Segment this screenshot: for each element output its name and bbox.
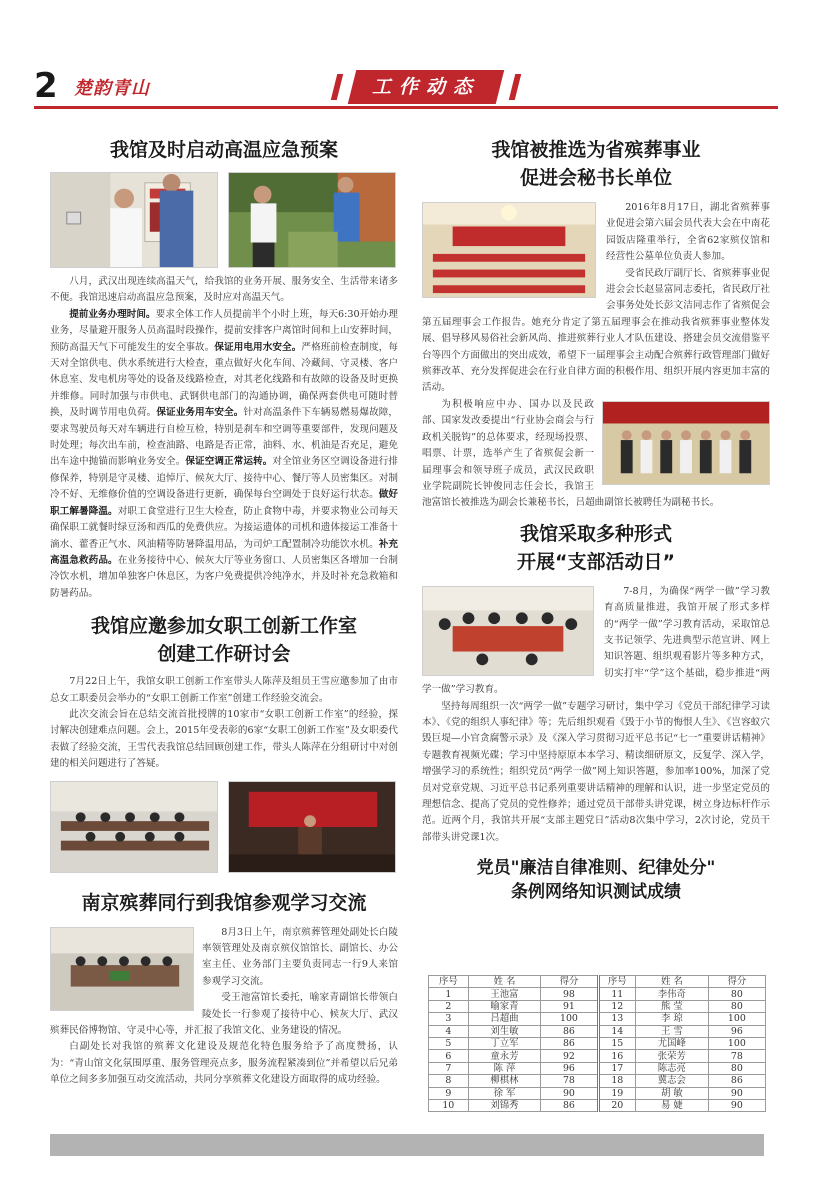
section-tag-stripe (331, 74, 343, 100)
table-cell: 陈 萍 (468, 1062, 541, 1074)
scores-title: 党员"廉洁自律准则、纪律处分" 条例网络知识测试成绩 (476, 858, 716, 903)
masthead (34, 62, 778, 112)
table-cell: 熊 莹 (636, 1000, 709, 1012)
scores-body (429, 988, 766, 1112)
table-cell: 90 (708, 1099, 765, 1111)
scores-header-row (429, 976, 766, 988)
table-cell: 吕超曲 (468, 1013, 541, 1025)
table-cell: 2 (429, 1000, 469, 1012)
table-cell: 86 (541, 1025, 598, 1037)
section-tag (348, 70, 504, 104)
article2-photos (50, 781, 398, 873)
article3-paragraph: 8月3日上午，南京殡葬管理处副处长白陵率领管理处及南京殡仪馆馆长、副馆长、办公室主任、业务部门主要负责同志一行9人来馆参观学习交流。 (202, 926, 398, 987)
table-cell: 86 (708, 1075, 765, 1087)
table-cell: 90 (541, 1087, 598, 1099)
table-cell: 张荣芳 (636, 1050, 709, 1062)
article1-paragraph: 八月，武汉出现连续高温天气，给我馆的业务开展、服务安全、生活带来诸多不便。我馆迅速启动高温应急预案，及时应对高温天气。 (50, 276, 398, 304)
table-cell: 丁立军 (468, 1037, 541, 1049)
table-cell: 90 (708, 1087, 765, 1099)
article1-photos (50, 172, 398, 268)
article4-paragraph: 2016年8月17日，湖北省殡葬事业促进会第六届会员代表大会在中南花园饭店隆重举行，全省62家殡仪馆和经营性公墓单位负责人参加。 (606, 202, 770, 263)
photo-electrical-inspection (50, 172, 218, 268)
table-cell: 冀志会 (636, 1075, 709, 1087)
article1-title: 我馆及时启动高温应急预案 (109, 139, 338, 161)
article2-title: 我馆应邀参加女职工创新工作室 创建工作研讨会 (90, 615, 357, 666)
table-cell: 15 (598, 1037, 635, 1049)
section-label: 工作动态 (371, 76, 480, 98)
table-row (429, 1013, 766, 1025)
table-cell: 91 (541, 1000, 598, 1012)
table-cell: 20 (598, 1099, 635, 1111)
photo-outdoor-inspection (228, 172, 396, 268)
table-cell: 9 (429, 1087, 469, 1099)
table-row (429, 1075, 766, 1087)
photo-conference-audience (50, 781, 218, 873)
footer-bar (50, 1134, 764, 1156)
photo-group-portrait (602, 401, 770, 485)
table-cell: 5 (429, 1037, 469, 1049)
scores-table (428, 975, 766, 1112)
table-row (429, 1050, 766, 1062)
scores-header: 序号 (429, 976, 469, 988)
table-cell: 6 (429, 1050, 469, 1062)
table-cell: 王池富 (468, 988, 541, 1000)
scores-header: 姓 名 (636, 976, 709, 988)
table-cell: 96 (708, 1025, 765, 1037)
table-cell: 96 (541, 1062, 598, 1074)
table-cell: 19 (598, 1087, 635, 1099)
right-column (422, 130, 770, 904)
table-cell: 柳棋林 (468, 1075, 541, 1087)
table-cell: 喻家青 (468, 1000, 541, 1012)
photo-congress-hall (422, 202, 596, 298)
scores-table-wrap (428, 975, 766, 1112)
table-cell: 8 (429, 1075, 469, 1087)
table-cell: 12 (598, 1000, 635, 1012)
table-row (429, 1025, 766, 1037)
page-number: 2 (34, 66, 58, 106)
table-cell: 7 (429, 1062, 469, 1074)
table-cell: 17 (598, 1062, 635, 1074)
table-row (429, 988, 766, 1000)
table-cell: 易 婕 (636, 1099, 709, 1111)
article5-paragraph: 坚持每周组织一次“两学一做”专题学习研讨，集中学习《党员干部纪律学习读本》、《党的组织人事纪律》等；先后组织观看《毁于小节的悔恨人生》、《岂容蚁穴毁巨堤—小官贪腐警示录》及《深入学习贯彻习近平总书记“七一”重要讲话精神》专题教育视频光碟；学习中坚持原原本本学习、精读细研原文，反复学、深入学，增强学习的系统性；组织党员“两学一做”网上知识答题，参加率100%，加深了党员对党章党规、习近平总书记系列重要讲话精神的理解和认识，进一步坚定党员的理想信念、提高了党员的党性修养；通过党员干部带头讲党课，树立身边标杆作示范。近两个月，我馆共开展“支部主题党日”活动8次集中学习，2次讨论，党员干部带头讲党课1次。 (422, 700, 770, 843)
table-cell: 刘生敏 (468, 1025, 541, 1037)
table-cell: 尤国峰 (636, 1037, 709, 1049)
table-cell: 18 (598, 1075, 635, 1087)
table-cell: 11 (598, 988, 635, 1000)
table-cell: 100 (541, 1013, 598, 1025)
header-rule (34, 106, 778, 109)
table-cell: 78 (708, 1050, 765, 1062)
scores-header: 姓 名 (468, 976, 541, 988)
table-cell: 86 (541, 1099, 598, 1111)
table-cell: 胡 敏 (636, 1087, 709, 1099)
table-cell: 78 (541, 1075, 598, 1087)
article4-body (422, 200, 770, 512)
table-cell: 92 (541, 1050, 598, 1062)
table-cell: 86 (541, 1037, 598, 1049)
scores-header: 得分 (708, 976, 765, 988)
section-tag-stripe (509, 74, 521, 100)
article1-body (50, 274, 398, 602)
article5-body (422, 584, 770, 847)
table-row (429, 1087, 766, 1099)
photo-meeting-room (50, 927, 194, 1011)
table-cell: 王 雪 (636, 1025, 709, 1037)
table-cell: 李伟奇 (636, 988, 709, 1000)
table-cell: 李 琼 (636, 1013, 709, 1025)
article2-paragraph: 7月22日上午，我馆女职工创新工作室带头人陈萍及组员王雪应邀参加了由市总女工职委员会举办的“女职工创新工作室”创建工作经验交流会。 (50, 676, 398, 704)
table-cell: 1 (429, 988, 469, 1000)
left-column (50, 130, 398, 1089)
table-cell: 4 (429, 1025, 469, 1037)
article5-title: 我馆采取多种形式 开展“支部活动日” (517, 522, 675, 573)
scores-header: 序号 (598, 976, 635, 988)
article4-paragraph: 受省民政厅副厅长、省殡葬事业促进会会长赵显富同志委托，省民政厅社会事务处处长彭文洁同志作了省殡促会第五届理事会工作报告。她充分肯定了第五届理事会在推动我省殡葬事业整体发展、倡导移风易俗社会新风尚、推进殡葬行业人才队伍建设、搭建会员交流借鉴平台等四个方面做出的突出成效，希望下一届理事会主动配合殡葬行政管理部门做好殡葬改革、充分发挥促进会在行业自律方面的积极作用、组织开展内容更加丰富的活动。 (422, 267, 770, 394)
article3-paragraph: 受王池富馆长委托，喻家青副馆长带领白陵处长一行参观了接待中心、候灰大厅、武汉殡葬民俗博物馆、守灵中心等，并汇报了我馆文化、业务建设的情况。 (50, 992, 398, 1036)
table-cell: 刘锦秀 (468, 1099, 541, 1111)
article5-paragraph: 7-8月，为确保“两学一做”学习教育高质量推进，我馆开展了形式多样的“两学一做”学习教育活动，采取馆总支书记领学、先进典型示范宣讲、网上知识答题、组织观看影片等多种方式，切实打牢“学”这个基础，稳步推进“两学一做”学习教育。 (422, 585, 770, 696)
table-cell: 13 (598, 1013, 635, 1025)
article3-title: 南京殡葬同行到我馆参观学习交流 (81, 891, 367, 914)
table-cell: 徐 军 (468, 1087, 541, 1099)
table-cell: 陈志亮 (636, 1062, 709, 1074)
scores-header: 得分 (541, 976, 598, 988)
article1-paragraph: 提前业务办理时间。要求全体工作人员提前半个小时上班，每天6:30开始办理业务，尽量避开服务人员高温时段操作，提前安排客户离馆时间和上山安葬时间，预防高温天气下可能发生的安全事故。保证用电用水安全。严格班前检查制度，每天对全馆供电、供水系统进行大检查，重点做好火化车间、冷藏间、守灵楼、客户休息室、发电机房等处的设备及线路检查，对其老化线路和有故障的设备及时更换并维修。同时加强与市供电、武钢供电部门的沟通协调，确保两套供电可随时替换，及时调节用电负荷。保证业务用车安全。针对高温条件下车辆易燃易爆故障，要求驾驶员每天对车辆进行自检互检，特别是刹车和空调等重要部件，发现问题及时处理；每次出车前，检查油路、电路是否正常，油料、水、机油是否充足，避免出车途中抛锚而影响业务安全。保证空调正常运转。对全馆业务区空调设备进行排修保养，特别是守灵楼、追悼厅、候灰大厅、接待中心、餐厅等人员密集区。对制冷不好、无维修价值的空调设备进行更新，确保每台空调处于良好运行状态。做好职工解暑降温。对职工食堂进行卫生大检查，防止食物中毒，并要求物业公司每天确保职工就餐时绿豆汤和西瓜的免费供应。为接运遗体的司机和遗体接运工准备十滴水、藿香正气水、风油精等防暑降温用品，为司炉工配置制冷功能饮水机。补充高温急救药品。在业务接待中心、候灰大厅等业务窗口、人员密集区各增加一台制冷饮水机，增加单独客户休息区，为客户免费提供冷纯净水，并及时补充急救箱和防暑药品。 (50, 308, 399, 599)
article3-body (50, 925, 398, 1089)
table-cell: 100 (708, 1037, 765, 1049)
table-row (429, 1000, 766, 1012)
article4-paragraph: 为积极响应中办、国办以及民政部、国家发改委提出“行业协会商会与行政机关脱钩”的总体要求，经现场投票、唱票、计票，选举产生了省殡促会新一届理事会和领导班子成员，武汉民政职业学院副院长钟俊同志任会长，我馆王池富馆长被推选为副会长兼秘书长，吕超曲副馆长被聘任为副秘书长。 (422, 398, 720, 509)
table-cell: 80 (708, 988, 765, 1000)
table-cell: 100 (708, 1013, 765, 1025)
table-cell: 16 (598, 1050, 635, 1062)
article2-paragraph: 此次交流会旨在总结交流首批授牌的10家市“女职工创新工作室”的经验，探讨解决创建难点问题。会上，2015年受表彰的6家“女职工创新工作室”及女职委代表做了经验交流，王雪代表我馆总结回顾创建工作，带头人陈萍在分组研讨中对创建的相关问题进行了答疑。 (50, 708, 398, 770)
table-cell: 14 (598, 1025, 635, 1037)
table-row (429, 1099, 766, 1111)
table-cell: 80 (708, 1062, 765, 1074)
journal-name: 楚韵青山 (74, 78, 150, 99)
table-row (429, 1037, 766, 1049)
table-cell: 童永芳 (468, 1050, 541, 1062)
table-cell: 80 (708, 1000, 765, 1012)
photo-study-session (422, 586, 594, 676)
table-cell: 98 (541, 988, 598, 1000)
table-cell: 10 (429, 1099, 469, 1111)
article3-paragraph: 白副处长对我馆的殡葬文化建设及规范化特色服务给予了高度赞扬，认为：“青山馆文化氛围厚重、服务管理亮点多，服务流程紧凑到位”并希望以后兄弟单位之间多多加强互动交流活动，共同分享殡葬文化建设方面取得的成功经验。 (50, 1041, 398, 1086)
photo-conference-stage (228, 781, 396, 873)
article4-title: 我馆被推选为省殡葬事业 促进会秘书长单位 (491, 139, 701, 189)
table-cell: 3 (429, 1013, 469, 1025)
article2-body (50, 674, 398, 772)
table-row (429, 1062, 766, 1074)
